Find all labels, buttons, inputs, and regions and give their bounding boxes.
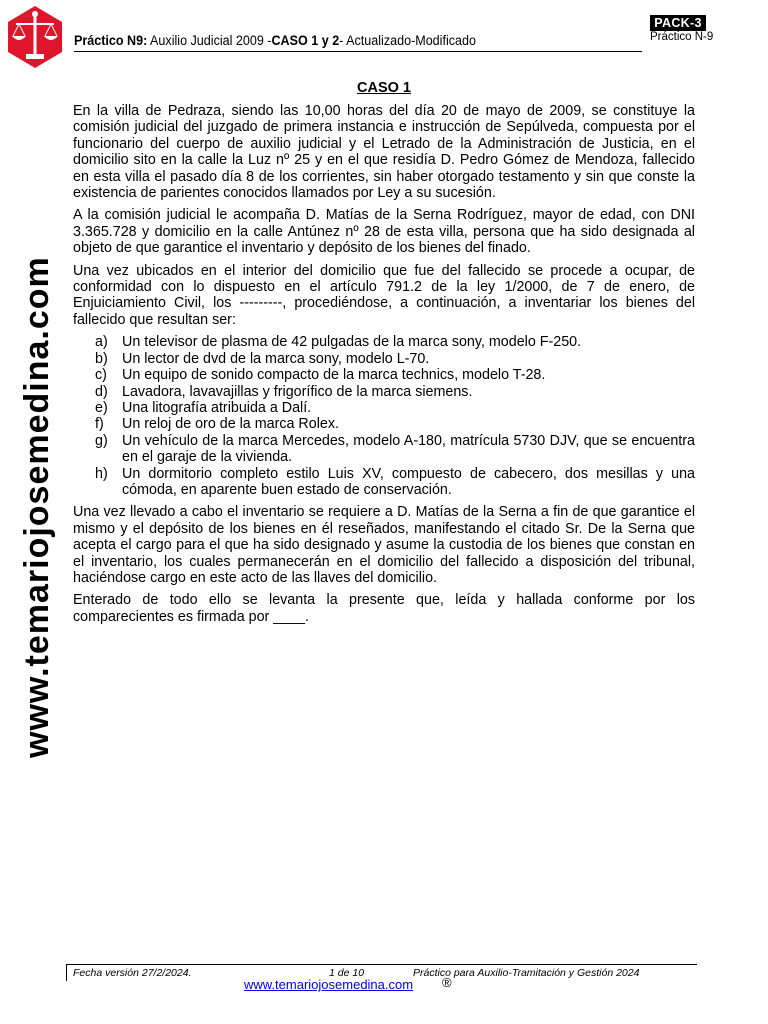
- list-item-text: Un televisor de plasma de 42 pulgadas de la marca sony, modelo F-250.: [122, 334, 582, 351]
- pack-badge: PACK-3: [650, 15, 706, 31]
- document-body: [73, 80, 695, 631]
- list-item: [73, 384, 695, 400]
- list-marker: e): [95, 399, 108, 416]
- list-marker: a): [95, 334, 108, 351]
- paragraph: A la comisión judicial le acompaña D. Matías de la Serna Rodríguez, mayor de edad, con DNI 3.365.728 y domicilio en la calle Antúnez nº 28 de esta villa, persona que ha sido designada al objeto de que garantice el inventario y depósito de los bienes del finado.: [73, 207, 695, 257]
- footer-course-label: Práctico para Auxilio-Tramitación y Gestión 2024: [413, 967, 640, 979]
- list-item-text: Un equipo de sonido compacto de la marca technics, modelo T-28.: [122, 367, 546, 384]
- list-item-text: Un reloj de oro de la marca Rolex.: [122, 416, 339, 433]
- practico-tag: Práctico N-9: [650, 31, 714, 43]
- list-marker: g): [95, 432, 108, 449]
- list-marker: h): [95, 465, 108, 482]
- footer-version-date: Fecha versión 27/2/2024.: [73, 967, 192, 979]
- scales-of-justice-logo: [6, 4, 64, 70]
- footer-website-link[interactable]: www.temariojosemedina.com: [244, 977, 414, 992]
- list-marker: d): [95, 383, 108, 400]
- footer-page-number: 1 de 10: [329, 967, 365, 979]
- paragraph: Enterado de todo ello se levanta la presente que, leída y hallada conforme por los comparecientes es firmada por ____.: [73, 592, 695, 625]
- header-title-suffix: - Actualizado-Modificado: [339, 33, 476, 48]
- list-item-text: Un vehículo de la marca Mercedes, modelo A-180, matrícula 5730 DJV, que se encuentra en el garaje de la vivienda.: [122, 432, 695, 466]
- list-item-text: Un dormitorio completo estilo Luis XV, compuesto de cabecero, dos mesillas y una cómoda, en aparente buen estado de conservación.: [122, 465, 695, 498]
- paragraph: En la villa de Pedraza, siendo las 10,00 horas del día 20 de mayo de 2009, se constituye la comisión judicial del juzgado de primera instancia e instrucción de Sepúlveda, compuesta por el funcionario del cuerpo de auxilio judicial y el Letrado de la Administración de Justicia, en el domicilio sito en la calle la Luz nº 25 y en el que residía D. Pedro Gómez de Mendoza, fallecido en esta villa el pasado día 8 de los corrientes, sin haber otorgado testamento y sin que conste la existencia de parientes conocidos llamados por Ley a su sucesión.: [73, 103, 695, 202]
- side-watermark-url: www.temariojosemedina.com: [18, 256, 56, 758]
- list-item: [73, 416, 695, 432]
- list-marker: c): [95, 367, 107, 384]
- list-item: [73, 466, 695, 499]
- case-title: CASO 1: [357, 80, 411, 96]
- header-rule: [74, 51, 642, 52]
- list-item-text: Una litografía atribuida a Dalí.: [122, 399, 312, 416]
- paragraph: Una vez ubicados en el interior del domicilio que fue del fallecido se procede a ocupar, de conformidad con lo dispuesto en el artículo 791.2 de la ley 1/2000, de 7 de enero, de Enjuiciamiento Civil, los ---------, procediéndose, a continuación, a inventariar los bienes del fallecido que resultan ser:: [73, 262, 695, 328]
- list-item-text: Un lector de dvd de la marca sony, modelo L-70.: [122, 350, 430, 367]
- list-item: [73, 351, 695, 367]
- list-item: [73, 367, 695, 383]
- list-item: [73, 334, 695, 350]
- header-title-case: CASO 1 y 2: [271, 33, 340, 48]
- list-item: [73, 433, 695, 466]
- list-marker: b): [95, 350, 108, 367]
- list-item: [73, 400, 695, 416]
- registered-mark-icon: ®: [442, 975, 452, 990]
- header-title-prefix: Práctico N9:: [74, 33, 148, 48]
- paragraph: Una vez llevado a cabo el inventario se requiere a D. Matías de la Serna a fin de que garantice el mismo y el depósito de los bienes en él reseñados, manifestando el citado Sr. De la Serna que acepta el cargo para el que ha sido designado y asume la custodia de los bienes que constan en el inventario, los cuales permanecerán en el domicilio del fallecido a disposición del tribunal, haciéndose cargo en este acto de las llaves del domicilio.: [73, 504, 695, 586]
- document-header-title: [74, 33, 476, 48]
- list-marker: f): [95, 416, 104, 433]
- inventory-list: [73, 334, 695, 498]
- list-item-text: Lavadora, lavavajillas y frigorífico de la marca siemens.: [122, 383, 473, 400]
- header-title-mid: Auxilio Judicial 2009 -: [147, 33, 272, 48]
